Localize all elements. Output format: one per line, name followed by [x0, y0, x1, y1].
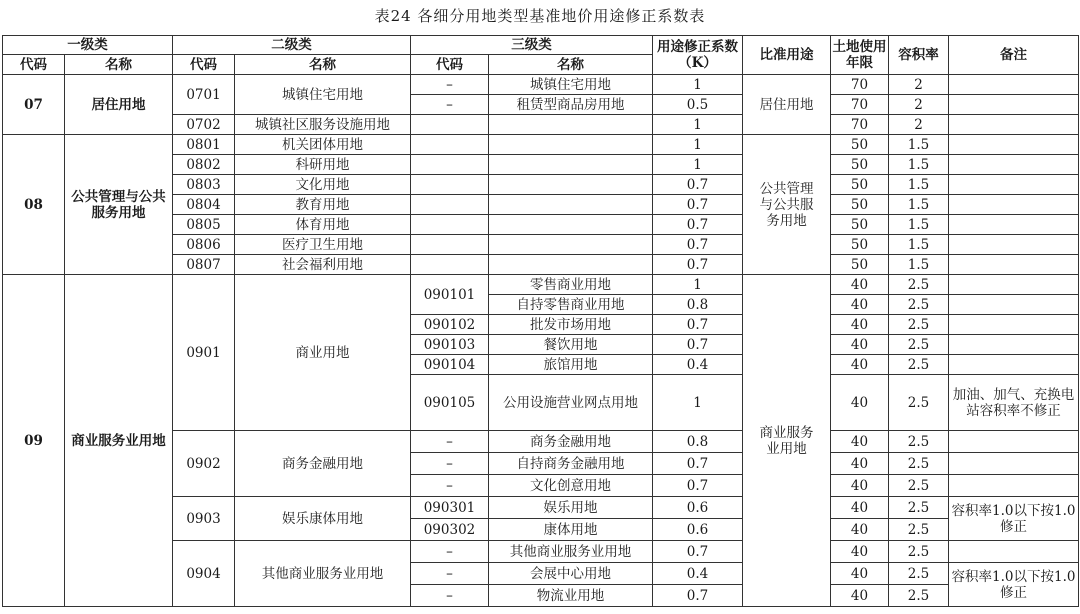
- level3-code: 090301: [411, 497, 489, 519]
- far: 2.5: [889, 453, 949, 475]
- level3-code: 090101: [411, 275, 489, 315]
- years: 40: [831, 275, 889, 295]
- far: 2.5: [889, 315, 949, 335]
- level2-code: 0802: [173, 155, 235, 175]
- years: 40: [831, 315, 889, 335]
- coefficient: 0.7: [653, 335, 743, 355]
- level3-name: 物流业用地: [489, 585, 653, 607]
- group-code: 08: [3, 135, 65, 275]
- level2-name: 体育用地: [235, 215, 411, 235]
- level3-code: [411, 255, 489, 275]
- compare-use: 商业服务业用地: [743, 275, 831, 607]
- years: 50: [831, 175, 889, 195]
- far: 1.5: [889, 235, 949, 255]
- level2-name: 城镇社区服务设施用地: [235, 115, 411, 135]
- header-coefficient: 用途修正系数（K）: [653, 36, 743, 75]
- level3-name: 其他商业服务业用地: [489, 541, 653, 563]
- level3-name: 商务金融用地: [489, 431, 653, 453]
- level2-name: 社会福利用地: [235, 255, 411, 275]
- remark: [949, 235, 1079, 255]
- years: 40: [831, 335, 889, 355]
- remark: [949, 155, 1079, 175]
- header-code: 代码: [3, 55, 65, 75]
- coefficient: 0.7: [653, 453, 743, 475]
- level3-name: 娱乐用地: [489, 497, 653, 519]
- far: 1.5: [889, 135, 949, 155]
- header-name: 名称: [65, 55, 173, 75]
- land-use-coefficient-table: [2, 35, 1079, 607]
- remark: [949, 335, 1079, 355]
- compare-use: 居住用地: [743, 75, 831, 135]
- far: 2.5: [889, 431, 949, 453]
- coefficient: 0.6: [653, 497, 743, 519]
- table-title: 表24 各细分用地类型基准地价用途修正系数表: [374, 7, 706, 25]
- coefficient: 0.7: [653, 195, 743, 215]
- remark: [949, 135, 1079, 155]
- coefficient: 1: [653, 115, 743, 135]
- header-level2: 二级类: [173, 36, 411, 55]
- level3-name: [489, 175, 653, 195]
- far: 2.5: [889, 519, 949, 541]
- remark: [949, 541, 1079, 563]
- far: 2.5: [889, 497, 949, 519]
- years: 40: [831, 541, 889, 563]
- level2-code: 0701: [173, 75, 235, 115]
- remark: [949, 275, 1079, 295]
- level3-code: 090103: [411, 335, 489, 355]
- level2-code: 0803: [173, 175, 235, 195]
- level2-name: 文化用地: [235, 175, 411, 195]
- level3-code: –: [411, 95, 489, 115]
- group-code: 07: [3, 75, 65, 135]
- years: 70: [831, 115, 889, 135]
- level3-code: –: [411, 75, 489, 95]
- level3-code: –: [411, 475, 489, 497]
- remark: [949, 215, 1079, 235]
- level3-code: [411, 215, 489, 235]
- level2-name: 商业用地: [235, 275, 411, 431]
- group-name: 公共管理与公共服务用地: [65, 135, 173, 275]
- header-far: 容积率: [889, 36, 949, 75]
- far: 2.5: [889, 563, 949, 585]
- coefficient: 0.7: [653, 175, 743, 195]
- coefficient: 1: [653, 135, 743, 155]
- header-land-years: 土地使用年限: [831, 36, 889, 75]
- far: 1.5: [889, 175, 949, 195]
- years: 40: [831, 585, 889, 607]
- years: 50: [831, 235, 889, 255]
- level3-code: [411, 135, 489, 155]
- group-code: 09: [3, 275, 65, 607]
- far: 1.5: [889, 255, 949, 275]
- years: 40: [831, 497, 889, 519]
- level3-name: [489, 195, 653, 215]
- far: 2.5: [889, 355, 949, 375]
- level3-name: 文化创意用地: [489, 475, 653, 497]
- level3-name: 公用设施营业网点用地: [489, 375, 653, 431]
- level2-name: 娱乐康体用地: [235, 497, 411, 541]
- level2-name: 城镇住宅用地: [235, 75, 411, 115]
- far: 1.5: [889, 215, 949, 235]
- years: 40: [831, 563, 889, 585]
- far: 2: [889, 115, 949, 135]
- years: 50: [831, 215, 889, 235]
- level3-name: [489, 215, 653, 235]
- coefficient: 0.5: [653, 95, 743, 115]
- years: 40: [831, 355, 889, 375]
- level2-name: 科研用地: [235, 155, 411, 175]
- level3-name: [489, 255, 653, 275]
- level3-name: 旅馆用地: [489, 355, 653, 375]
- far: 2.5: [889, 275, 949, 295]
- coefficient: 0.7: [653, 315, 743, 335]
- remark: 容积率1.0以下按1.0修正: [949, 563, 1079, 607]
- years: 40: [831, 431, 889, 453]
- far: 2: [889, 95, 949, 115]
- remark: [949, 453, 1079, 475]
- level3-name: [489, 115, 653, 135]
- level2-code: 0901: [173, 275, 235, 431]
- coefficient: 0.7: [653, 255, 743, 275]
- years: 50: [831, 195, 889, 215]
- coefficient: 1: [653, 275, 743, 295]
- years: 70: [831, 95, 889, 115]
- level3-name: 餐饮用地: [489, 335, 653, 355]
- coefficient: 0.7: [653, 475, 743, 497]
- years: 40: [831, 295, 889, 315]
- coefficient: 0.7: [653, 235, 743, 255]
- level2-code: 0804: [173, 195, 235, 215]
- level2-code: 0902: [173, 431, 235, 497]
- far: 2.5: [889, 335, 949, 355]
- far: 1.5: [889, 195, 949, 215]
- far: 2: [889, 75, 949, 95]
- level3-name: 批发市场用地: [489, 315, 653, 335]
- coefficient: 0.7: [653, 541, 743, 563]
- level3-code: 090104: [411, 355, 489, 375]
- header-code: 代码: [411, 55, 489, 75]
- level3-code: 090302: [411, 519, 489, 541]
- remark: [949, 95, 1079, 115]
- remark: [949, 355, 1079, 375]
- header-remark: 备注: [949, 36, 1079, 75]
- coefficient: 0.4: [653, 563, 743, 585]
- far: 1.5: [889, 155, 949, 175]
- remark: [949, 255, 1079, 275]
- coefficient: 1: [653, 375, 743, 431]
- level2-code: 0903: [173, 497, 235, 541]
- level3-name: [489, 155, 653, 175]
- coefficient: 0.8: [653, 295, 743, 315]
- header-code: 代码: [173, 55, 235, 75]
- level3-name: 自持零售商业用地: [489, 295, 653, 315]
- level2-code: 0806: [173, 235, 235, 255]
- years: 50: [831, 255, 889, 275]
- level3-code: –: [411, 585, 489, 607]
- years: 70: [831, 75, 889, 95]
- far: 2.5: [889, 541, 949, 563]
- level3-code: [411, 235, 489, 255]
- header-compare-use: 比准用途: [743, 36, 831, 75]
- remark: [949, 195, 1079, 215]
- level2-name: 其他商业服务业用地: [235, 541, 411, 607]
- level2-code: 0702: [173, 115, 235, 135]
- header-name: 名称: [489, 55, 653, 75]
- coefficient: 1: [653, 155, 743, 175]
- level2-name: 医疗卫生用地: [235, 235, 411, 255]
- remark: [949, 175, 1079, 195]
- group-name: 居住用地: [65, 75, 173, 135]
- header-level1: 一级类: [3, 36, 173, 55]
- level2-name: 商务金融用地: [235, 431, 411, 497]
- remark: [949, 75, 1079, 95]
- level3-name: 租赁型商品房用地: [489, 95, 653, 115]
- compare-use: 公共管理与公共服务用地: [743, 135, 831, 275]
- level3-code: [411, 195, 489, 215]
- group-name: 商业服务业用地: [65, 275, 173, 607]
- level3-code: [411, 115, 489, 135]
- years: 50: [831, 155, 889, 175]
- far: 2.5: [889, 375, 949, 431]
- far: 2.5: [889, 475, 949, 497]
- coefficient: 0.4: [653, 355, 743, 375]
- level3-name: [489, 235, 653, 255]
- years: 40: [831, 453, 889, 475]
- level3-name: 城镇住宅用地: [489, 75, 653, 95]
- remark: [949, 431, 1079, 453]
- level2-code: 0904: [173, 541, 235, 607]
- header-level3: 三级类: [411, 36, 653, 55]
- remark: [949, 115, 1079, 135]
- far: 2.5: [889, 295, 949, 315]
- level3-code: –: [411, 541, 489, 563]
- level2-name: 教育用地: [235, 195, 411, 215]
- level3-name: 会展中心用地: [489, 563, 653, 585]
- level3-name: 康体用地: [489, 519, 653, 541]
- level3-code: [411, 175, 489, 195]
- remark: [949, 475, 1079, 497]
- remark: [949, 315, 1079, 335]
- level3-name: 自持商务金融用地: [489, 453, 653, 475]
- remark: [949, 295, 1079, 315]
- level3-name: [489, 135, 653, 155]
- coefficient: 0.6: [653, 519, 743, 541]
- level3-code: –: [411, 453, 489, 475]
- level2-name: 机关团体用地: [235, 135, 411, 155]
- coefficient: 1: [653, 75, 743, 95]
- remark: 加油、加气、充换电站容积率不修正: [949, 375, 1079, 431]
- header-name: 名称: [235, 55, 411, 75]
- years: 40: [831, 475, 889, 497]
- level3-code: 090102: [411, 315, 489, 335]
- level3-code: 090105: [411, 375, 489, 431]
- far: 2.5: [889, 585, 949, 607]
- coefficient: 0.7: [653, 215, 743, 235]
- years: 40: [831, 375, 889, 431]
- level2-code: 0807: [173, 255, 235, 275]
- level3-code: [411, 155, 489, 175]
- years: 40: [831, 519, 889, 541]
- coefficient: 0.8: [653, 431, 743, 453]
- level3-code: –: [411, 563, 489, 585]
- level2-code: 0805: [173, 215, 235, 235]
- coefficient: 0.7: [653, 585, 743, 607]
- level2-code: 0801: [173, 135, 235, 155]
- level3-code: –: [411, 431, 489, 453]
- remark: 容积率1.0以下按1.0修正: [949, 497, 1079, 541]
- years: 50: [831, 135, 889, 155]
- level3-name: 零售商业用地: [489, 275, 653, 295]
